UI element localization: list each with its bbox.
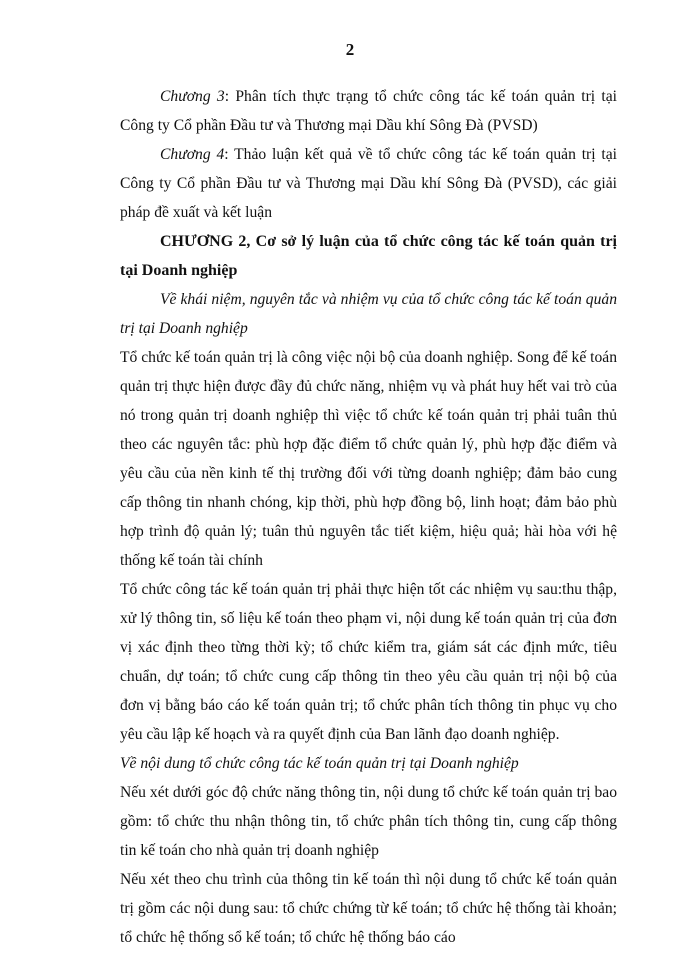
page-number: 2: [345, 40, 355, 59]
chapter-3-paragraph: [120, 82, 617, 140]
chapter-2-heading: CHƯƠNG 2, Cơ sở lý luận của tổ chức công tác kế toán quản trị tại Doanh nghiệp: [120, 233, 617, 279]
chapter-3-text: : Phân tích thực trạng tổ chức công tác kế toán quản trị tại Công ty Cổ phần Đầu tư và Thương mại Dầu khí Sông Đà (PVSD): [120, 88, 617, 134]
document-body: [120, 82, 617, 952]
section-2-paragraph-2: Nếu xét theo chu trình của thông tin kế toán thì nội dung tổ chức kế toán quản trị gồm các nội dung sau: tổ chức chứng từ kế toán; tổ chức hệ thống tài khoản; tổ chức hệ thống sổ kế toán; tổ chức hệ thống báo cáo: [120, 871, 617, 946]
section-2-title: Về nội dung tổ chức công tác kế toán quản trị tại Doanh nghiệp: [120, 755, 519, 772]
section-1-paragraph-2: Tổ chức công tác kế toán quản trị phải thực hiện tốt các nhiệm vụ sau:thu thập, xử lý thông tin, số liệu kế toán theo phạm vi, nội dung kế toán quản trị của đơn vị xác định theo từng thời kỳ; tổ chức kiểm tra, giám sát các định mức, tiêu chuẩn, dự toán; tổ chức cung cấp thông tin theo yêu cầu quản trị nội bộ của đơn vị bằng báo cáo kế toán quản trị; tổ chức phân tích thông tin phục vụ cho yêu cầu lập kế hoạch và ra quyết định của Ban lãnh đạo doanh nghiệp.: [120, 581, 617, 743]
section-2-paragraph-1: Nếu xét dưới góc độ chức năng thông tin, nội dung tổ chức kế toán quản trị bao gồm: tổ chức thu nhận thông tin, tổ chức phân tích thông tin, cung cấp thông tin kế toán cho nhà quản trị doanh nghiệp: [120, 784, 617, 859]
chapter-4-paragraph: [120, 140, 617, 227]
chapter-4-label: Chương 4: [160, 146, 225, 163]
section-1-paragraph-1: Tổ chức kế toán quản trị là công việc nội bộ của doanh nghiệp. Song để kế toán quản trị thực hiện được đầy đủ chức năng, nhiệm vụ và phát huy hết vai trò của nó trong quản trị doanh nghiệp thì việc tổ chức kế toán quản trị phải tuân thủ theo các nguyên tắc: phù hợp đặc điểm tổ chức quản lý, phù hợp đặc điểm và yêu cầu của nền kinh tế thị trường đối với từng doanh nghiệp; đảm bảo cung cấp thông tin nhanh chóng, kịp thời, phù hợp đồng bộ, linh hoạt; đảm bảo phù hợp trình độ quản lý; tuân thủ nguyên tắc tiết kiệm, hiệu quả; hài hòa với hệ thống kế toán tài chính: [120, 349, 617, 569]
section-1-title: Về khái niệm, nguyên tắc và nhiệm vụ của tổ chức công tác kế toán quản trị tại Doanh nghiệp: [120, 291, 617, 337]
chapter-3-label: Chương 3: [160, 88, 225, 105]
chapter-4-text: : Thảo luận kết quả về tổ chức công tác kế toán quản trị tại Công ty Cổ phần Đầu tư và Thương mại Dầu khí Sông Đà (PVSD), các giải pháp đề xuất và kết luận: [120, 146, 617, 221]
